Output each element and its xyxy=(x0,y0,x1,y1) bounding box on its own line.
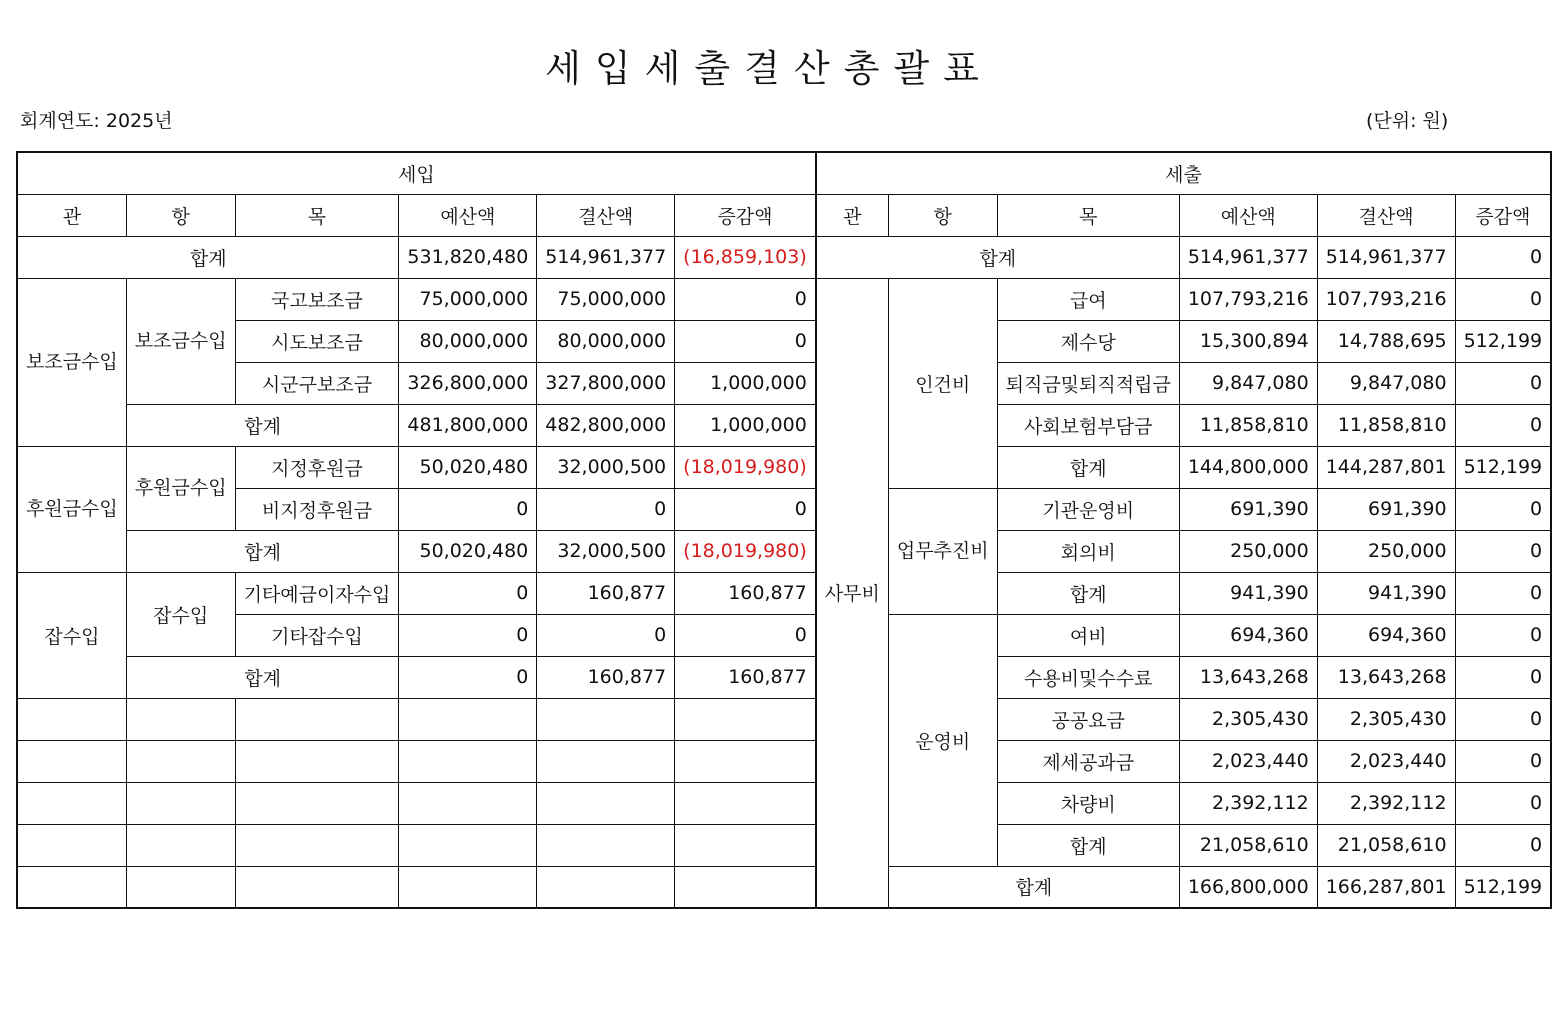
table-row xyxy=(17,278,1551,320)
revenue-mok-cell: 기타잡수입 xyxy=(235,614,399,656)
revenue-budget-cell: 0 xyxy=(399,614,537,656)
revenue-mok-cell: 기타예금이자수입 xyxy=(235,572,399,614)
empty-cell xyxy=(675,698,816,740)
expenditure-settlement-cell: 107,793,216 xyxy=(1317,278,1455,320)
revenue-hang-cell: 후원금수입 xyxy=(126,446,235,530)
empty-cell xyxy=(399,740,537,782)
empty-cell xyxy=(235,866,399,908)
table-row xyxy=(17,488,1551,530)
expenditure-diff-cell: 0 xyxy=(1455,698,1551,740)
expenditure-subtotal-label: 합계 xyxy=(888,866,1179,908)
expenditure-mok-cell: 기관운영비 xyxy=(997,488,1179,530)
table-row xyxy=(17,698,1551,740)
revenue-budget-cell: 326,800,000 xyxy=(399,362,537,404)
col-gwan: 관 xyxy=(816,194,889,236)
expenditure-settlement-cell: 144,287,801 xyxy=(1317,446,1455,488)
expenditure-gwan-cell: 사무비 xyxy=(816,278,889,908)
revenue-mok-cell: 지정후원금 xyxy=(235,446,399,488)
expenditure-mok-cell: 차량비 xyxy=(997,782,1179,824)
revenue-total-label: 합계 xyxy=(17,236,399,278)
expenditure-settlement-cell: 2,305,430 xyxy=(1317,698,1455,740)
col-diff: 증감액 xyxy=(675,194,816,236)
table-row xyxy=(17,446,1551,488)
revenue-mok-cell: 시도보조금 xyxy=(235,320,399,362)
expenditure-budget-cell: 941,390 xyxy=(1179,572,1317,614)
revenue-settlement-cell: 32,000,500 xyxy=(537,446,675,488)
expenditure-budget-cell: 15,300,894 xyxy=(1179,320,1317,362)
column-header-row xyxy=(17,194,1551,236)
revenue-mok-cell: 시군구보조금 xyxy=(235,362,399,404)
expenditure-budget-cell: 2,023,440 xyxy=(1179,740,1317,782)
expenditure-mok-cell: 제수당 xyxy=(997,320,1179,362)
empty-cell xyxy=(17,866,126,908)
col-settlement: 결산액 xyxy=(1317,194,1455,236)
expenditure-settlement-cell: 2,023,440 xyxy=(1317,740,1455,782)
col-budget: 예산액 xyxy=(399,194,537,236)
empty-cell xyxy=(399,698,537,740)
empty-cell xyxy=(675,824,816,866)
expenditure-settlement-cell: 250,000 xyxy=(1317,530,1455,572)
table-row xyxy=(17,614,1551,656)
revenue-diff-cell: (18,019,980) xyxy=(675,446,816,488)
expenditure-diff-cell: 512,199 xyxy=(1455,866,1551,908)
expenditure-budget-cell: 2,392,112 xyxy=(1179,782,1317,824)
page-title: 세입세출결산총괄표 xyxy=(545,47,993,90)
empty-cell xyxy=(537,740,675,782)
expenditure-mok-cell: 제세공과금 xyxy=(997,740,1179,782)
expenditure-budget-cell: 9,847,080 xyxy=(1179,362,1317,404)
revenue-hang-cell: 보조금수입 xyxy=(126,278,235,404)
expenditure-diff-cell: 0 xyxy=(1455,488,1551,530)
empty-cell xyxy=(537,824,675,866)
expenditure-total-budget: 514,961,377 xyxy=(1179,236,1317,278)
empty-cell xyxy=(399,782,537,824)
expenditure-settlement-cell: 14,788,695 xyxy=(1317,320,1455,362)
table-row xyxy=(17,362,1551,404)
expenditure-diff-cell: 0 xyxy=(1455,572,1551,614)
expenditure-diff-cell: 512,199 xyxy=(1455,446,1551,488)
revenue-header: 세입 xyxy=(17,152,816,194)
expenditure-budget-cell: 144,800,000 xyxy=(1179,446,1317,488)
revenue-budget-cell: 0 xyxy=(399,488,537,530)
revenue-mok-cell: 국고보조금 xyxy=(235,278,399,320)
revenue-mok-cell: 비지정후원금 xyxy=(235,488,399,530)
col-diff: 증감액 xyxy=(1455,194,1551,236)
empty-cell xyxy=(126,740,235,782)
expenditure-diff-cell: 0 xyxy=(1455,782,1551,824)
expenditure-diff-cell: 0 xyxy=(1455,404,1551,446)
expenditure-header: 세출 xyxy=(816,152,1551,194)
revenue-diff-cell: 1,000,000 xyxy=(675,404,816,446)
col-mok: 목 xyxy=(997,194,1179,236)
expenditure-settlement-cell: 13,643,268 xyxy=(1317,656,1455,698)
revenue-settlement-cell: 75,000,000 xyxy=(537,278,675,320)
table-row xyxy=(17,320,1551,362)
expenditure-budget-cell: 250,000 xyxy=(1179,530,1317,572)
expenditure-budget-cell: 11,858,810 xyxy=(1179,404,1317,446)
expenditure-mok-cell: 사회보험부담금 xyxy=(997,404,1179,446)
revenue-budget-cell: 80,000,000 xyxy=(399,320,537,362)
revenue-gwan-cell: 잡수입 xyxy=(17,572,126,698)
expenditure-mok-cell: 합계 xyxy=(997,824,1179,866)
col-hang: 항 xyxy=(888,194,997,236)
col-gwan: 관 xyxy=(17,194,126,236)
empty-cell xyxy=(537,782,675,824)
revenue-settlement-cell: 327,800,000 xyxy=(537,362,675,404)
expenditure-budget-cell: 691,390 xyxy=(1179,488,1317,530)
empty-cell xyxy=(675,740,816,782)
empty-cell xyxy=(126,866,235,908)
empty-cell xyxy=(399,866,537,908)
expenditure-diff-cell: 512,199 xyxy=(1455,320,1551,362)
revenue-diff-cell: 0 xyxy=(675,320,816,362)
expenditure-mok-cell: 합계 xyxy=(997,572,1179,614)
empty-cell xyxy=(17,824,126,866)
revenue-diff-cell: 0 xyxy=(675,488,816,530)
expenditure-budget-cell: 21,058,610 xyxy=(1179,824,1317,866)
expenditure-settlement-cell: 941,390 xyxy=(1317,572,1455,614)
expenditure-diff-cell: 0 xyxy=(1455,362,1551,404)
expenditure-budget-cell: 107,793,216 xyxy=(1179,278,1317,320)
revenue-settlement-cell: 160,877 xyxy=(537,656,675,698)
empty-cell xyxy=(17,782,126,824)
table-row xyxy=(17,656,1551,698)
revenue-settlement-cell: 32,000,500 xyxy=(537,530,675,572)
expenditure-budget-cell: 694,360 xyxy=(1179,614,1317,656)
expenditure-hang-cell: 인건비 xyxy=(888,278,997,488)
table-row xyxy=(17,824,1551,866)
expenditure-hang-cell: 업무추진비 xyxy=(888,488,997,614)
table-row xyxy=(17,404,1551,446)
table-row xyxy=(17,866,1551,908)
expenditure-mok-cell: 회의비 xyxy=(997,530,1179,572)
expenditure-total-diff: 0 xyxy=(1455,236,1551,278)
expenditure-budget-cell: 166,800,000 xyxy=(1179,866,1317,908)
revenue-gwan-cell: 보조금수입 xyxy=(17,278,126,446)
revenue-total-settlement: 514,961,377 xyxy=(537,236,675,278)
revenue-diff-cell: (18,019,980) xyxy=(675,530,816,572)
revenue-budget-cell: 50,020,480 xyxy=(399,530,537,572)
expenditure-total-label: 합계 xyxy=(816,236,1180,278)
expenditure-mok-cell: 퇴직금및퇴직적립금 xyxy=(997,362,1179,404)
empty-cell xyxy=(235,698,399,740)
expenditure-diff-cell: 0 xyxy=(1455,278,1551,320)
table-row xyxy=(17,740,1551,782)
empty-cell xyxy=(399,824,537,866)
empty-cell xyxy=(675,782,816,824)
revenue-settlement-cell: 80,000,000 xyxy=(537,320,675,362)
expenditure-mok-cell: 수용비및수수료 xyxy=(997,656,1179,698)
expenditure-mok-cell: 공공요금 xyxy=(997,698,1179,740)
expenditure-diff-cell: 0 xyxy=(1455,824,1551,866)
grand-total-row xyxy=(17,236,1551,278)
revenue-budget-cell: 481,800,000 xyxy=(399,404,537,446)
expenditure-settlement-cell: 11,858,810 xyxy=(1317,404,1455,446)
empty-cell xyxy=(235,740,399,782)
revenue-diff-cell: 1,000,000 xyxy=(675,362,816,404)
revenue-diff-cell: 0 xyxy=(675,278,816,320)
empty-cell xyxy=(126,824,235,866)
revenue-diff-cell: 160,877 xyxy=(675,572,816,614)
table-row xyxy=(17,782,1551,824)
revenue-settlement-cell: 0 xyxy=(537,488,675,530)
col-settlement: 결산액 xyxy=(537,194,675,236)
expenditure-budget-cell: 2,305,430 xyxy=(1179,698,1317,740)
revenue-budget-cell: 75,000,000 xyxy=(399,278,537,320)
expenditure-mok-cell: 여비 xyxy=(997,614,1179,656)
empty-cell xyxy=(17,698,126,740)
expenditure-diff-cell: 0 xyxy=(1455,530,1551,572)
table-row xyxy=(17,530,1551,572)
revenue-settlement-cell: 482,800,000 xyxy=(537,404,675,446)
empty-cell xyxy=(126,782,235,824)
fiscal-year-label: 회계연도: 2025년 xyxy=(20,110,173,132)
expenditure-diff-cell: 0 xyxy=(1455,614,1551,656)
empty-cell xyxy=(235,782,399,824)
revenue-settlement-cell: 0 xyxy=(537,614,675,656)
col-budget: 예산액 xyxy=(1179,194,1317,236)
expenditure-settlement-cell: 694,360 xyxy=(1317,614,1455,656)
revenue-budget-cell: 50,020,480 xyxy=(399,446,537,488)
revenue-diff-cell: 160,877 xyxy=(675,656,816,698)
revenue-subtotal-label: 합계 xyxy=(126,404,399,446)
expenditure-settlement-cell: 166,287,801 xyxy=(1317,866,1455,908)
expenditure-total-settlement: 514,961,377 xyxy=(1317,236,1455,278)
empty-cell xyxy=(126,698,235,740)
expenditure-settlement-cell: 21,058,610 xyxy=(1317,824,1455,866)
expenditure-mok-cell: 합계 xyxy=(997,446,1179,488)
col-hang: 항 xyxy=(126,194,235,236)
revenue-total-budget: 531,820,480 xyxy=(399,236,537,278)
revenue-budget-cell: 0 xyxy=(399,656,537,698)
expenditure-diff-cell: 0 xyxy=(1455,656,1551,698)
revenue-hang-cell: 잡수입 xyxy=(126,572,235,656)
revenue-total-diff: (16,859,103) xyxy=(675,236,816,278)
expenditure-mok-cell: 급여 xyxy=(997,278,1179,320)
empty-cell xyxy=(675,866,816,908)
table-row xyxy=(17,572,1551,614)
revenue-diff-cell: 0 xyxy=(675,614,816,656)
expenditure-settlement-cell: 691,390 xyxy=(1317,488,1455,530)
unit-label: (단위: 원) xyxy=(1366,110,1449,132)
revenue-gwan-cell: 후원금수입 xyxy=(17,446,126,572)
expenditure-diff-cell: 0 xyxy=(1455,740,1551,782)
revenue-subtotal-label: 합계 xyxy=(126,656,399,698)
empty-cell xyxy=(537,698,675,740)
revenue-budget-cell: 0 xyxy=(399,572,537,614)
expenditure-settlement-cell: 9,847,080 xyxy=(1317,362,1455,404)
expenditure-budget-cell: 13,643,268 xyxy=(1179,656,1317,698)
settlement-table xyxy=(16,151,1552,909)
empty-cell xyxy=(17,740,126,782)
revenue-settlement-cell: 160,877 xyxy=(537,572,675,614)
empty-cell xyxy=(537,866,675,908)
section-header-row xyxy=(17,152,1551,194)
revenue-subtotal-label: 합계 xyxy=(126,530,399,572)
expenditure-settlement-cell: 2,392,112 xyxy=(1317,782,1455,824)
col-mok: 목 xyxy=(235,194,399,236)
expenditure-hang-cell: 운영비 xyxy=(888,614,997,866)
empty-cell xyxy=(235,824,399,866)
